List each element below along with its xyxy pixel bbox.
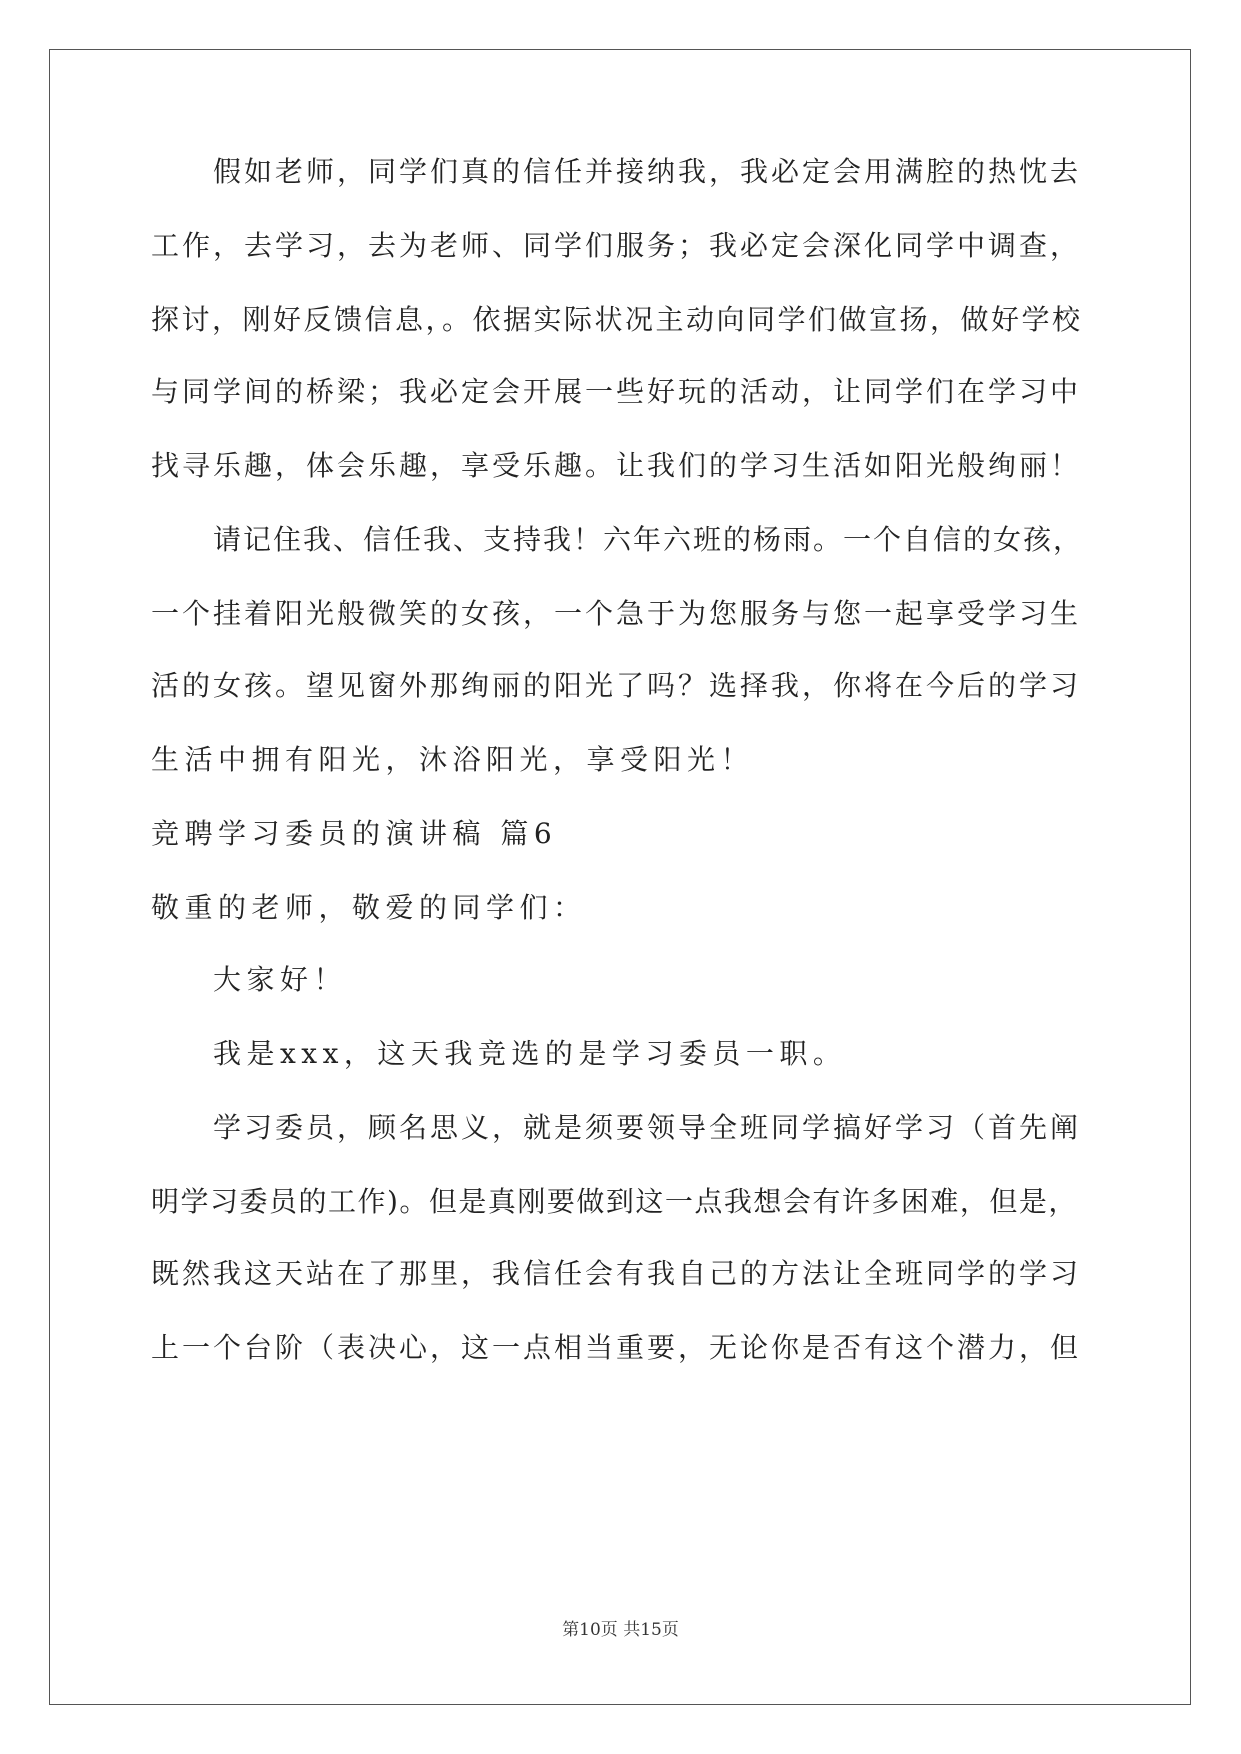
paragraph-line: 假如老师，同学们真的信任并接纳我，我必定会用满腔的热忱去 (213, 155, 1082, 188)
paragraph-line: 明学习委员的工作)。但是真刚要做到这一点我想会有许多困难，但是， (151, 1185, 1078, 1218)
paragraph-line: 我是xxx，这天我竞选的是学习委员一职。 (213, 1037, 847, 1070)
salutation: 敬重的老师，敬爱的同学们： (151, 891, 587, 924)
paragraph-line: 与同学间的桥梁；我必定会开展一些好玩的活动，让同学们在学习中 (151, 375, 1082, 408)
paragraph-line: 请记住我、信任我、支持我！六年六班的杨雨。一个自信的女孩， (213, 523, 1084, 556)
paragraph-line: 既然我这天站在了那里，我信任会有我自己的方法让全班同学的学习 (151, 1257, 1082, 1290)
paragraph-line: 生活中拥有阳光，沐浴阳光，享受阳光！ (151, 743, 755, 776)
greeting: 大家好！ (213, 963, 348, 996)
paragraph-line: 工作，去学习，去为老师、同学们服务；我必定会深化同学中调查， (151, 229, 1082, 262)
paragraph-line: 活的女孩。望见窗外那绚丽的阳光了吗？选择我，你将在今后的学习 (151, 669, 1082, 702)
paragraph-line: 一个挂着阳光般微笑的女孩，一个急于为您服务与您一起享受学习生 (151, 597, 1082, 630)
paragraph-line: 学习委员，顾名思义，就是须要领导全班同学搞好学习（首先阐 (213, 1111, 1082, 1144)
paragraph-line: 找寻乐趣，体会乐趣，享受乐趣。让我们的学习生活如阳光般绚丽！ (151, 449, 1082, 482)
paragraph-line: 上一个台阶（表决心，这一点相当重要，无论你是否有这个潜力，但 (151, 1331, 1082, 1364)
page-border (49, 49, 1191, 1705)
paragraph-line: 探讨，刚好反馈信息，。依据实际状况主动向同学们做宣扬，做好学校 (151, 303, 1083, 336)
page-number-footer: 第10页 共15页 (562, 1620, 679, 1640)
section-heading: 竞聘学习委员的演讲稿 篇6 (151, 817, 558, 850)
